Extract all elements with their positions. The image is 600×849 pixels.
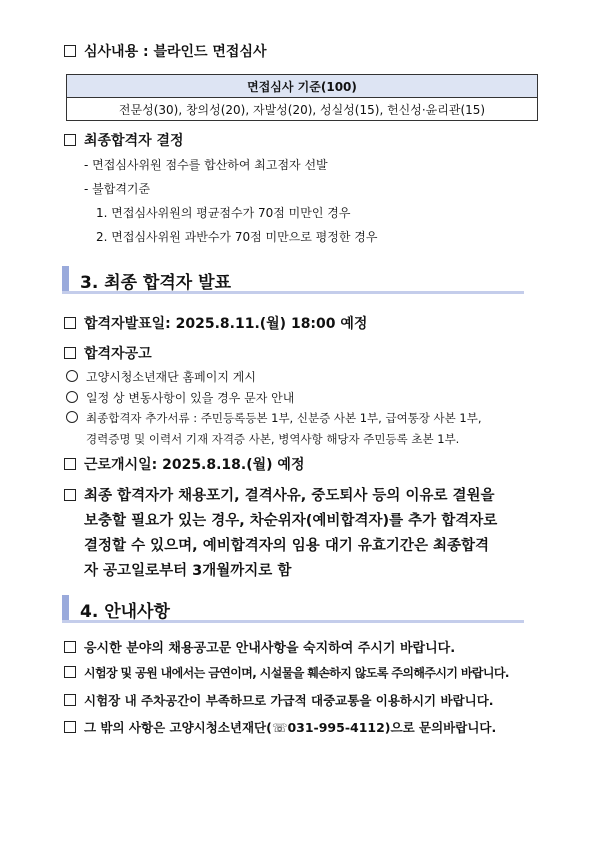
reserve-paragraph-3: 결정할 수 있으며, 예비합격자의 임용 대기 유효기간은 최종합격	[84, 538, 490, 554]
square-bullet-icon	[64, 134, 76, 146]
circle-bullet-icon	[66, 391, 78, 403]
square-bullet-icon	[64, 694, 76, 706]
square-bullet-icon	[64, 458, 76, 470]
criteria-table-header: 면접심사 기준(100)	[67, 75, 538, 98]
announce-date: 합격자발표일: 2025.8.11.(월) 18:00 예정	[64, 313, 367, 333]
final-dash-1: - 면접심사위원 점수를 합산하여 최고점자 선발	[84, 158, 328, 172]
square-bullet-icon	[64, 641, 76, 653]
criteria-table-row: 전문성(30), 창의성(20), 자발성(20), 성실성(15), 헌신성·윤리관(15)	[67, 98, 538, 121]
notice-item-2: 일정 상 변동사항이 있을 경우 문자 안내	[66, 389, 294, 406]
guide-item-3: 시험장 내 주차공간이 부족하므로 가급적 대중교통을 이용하시기 바랍니다.	[64, 691, 494, 709]
guide-item-1: 응시한 분야의 채용공고문 안내사항을 숙지하여 주시기 바랍니다.	[64, 637, 455, 656]
final-item-1: 1. 면접심사위원의 평균점수가 70점 미만인 경우	[96, 206, 351, 220]
final-label: 최종합격자 결정	[64, 130, 184, 150]
circle-bullet-icon	[66, 411, 78, 423]
section-4-header	[62, 595, 524, 623]
notice-item-3-cont: 경력증명 및 이력서 기재 자격증 사본, 병역사항 해당자 주민등록 초본 1부.	[86, 432, 460, 446]
start-date: 근로개시일: 2025.8.18.(월) 예정	[64, 454, 304, 474]
square-bullet-icon	[64, 317, 76, 329]
notice-item-3: 최종합격자 추가서류 : 주민등록등본 1부, 신분증 사본 1부, 급여통장 사본 1부,	[66, 410, 482, 426]
section-3-header	[62, 266, 524, 294]
square-bullet-icon	[64, 721, 76, 733]
final-dash-2: - 불합격기준	[84, 182, 151, 196]
notice-item-1: 고양시청소년재단 홈페이지 게시	[66, 368, 256, 385]
square-bullet-icon	[64, 45, 76, 57]
square-bullet-icon	[64, 347, 76, 359]
section-3-title: 3. 최종 합격자 발표	[80, 273, 231, 293]
square-bullet-icon	[64, 666, 76, 678]
square-bullet-icon	[64, 489, 76, 501]
reserve-paragraph-4: 자 공고일로부터 3개월까지로 함	[84, 563, 292, 579]
guide-item-4: 그 밖의 사항은 고양시청소년재단(☏031-995-4112)으로 문의바랍니다.	[64, 718, 496, 736]
final-item-2: 2. 면접심사위원 과반수가 70점 미만으로 평정한 경우	[96, 230, 378, 244]
guide-item-2: 시험장 및 공원 내에서는 금연이며, 시설물을 훼손하지 않도록 주의해주시기 바랍니다.	[64, 664, 509, 681]
section-4-title: 4. 안내사항	[80, 602, 170, 622]
reserve-paragraph-2: 보충할 필요가 있는 경우, 차순위자(예비합격자)를 추가 합격자로	[84, 513, 498, 529]
notice-label: 합격자공고	[64, 343, 152, 363]
review-label: 심사내용 : 블라인드 면접심사	[64, 41, 267, 61]
reserve-paragraph-1: 최종 합격자가 채용포기, 결격사유, 중도퇴사 등의 이유로 결원을	[64, 484, 495, 505]
criteria-table	[66, 74, 538, 121]
circle-bullet-icon	[66, 370, 78, 382]
